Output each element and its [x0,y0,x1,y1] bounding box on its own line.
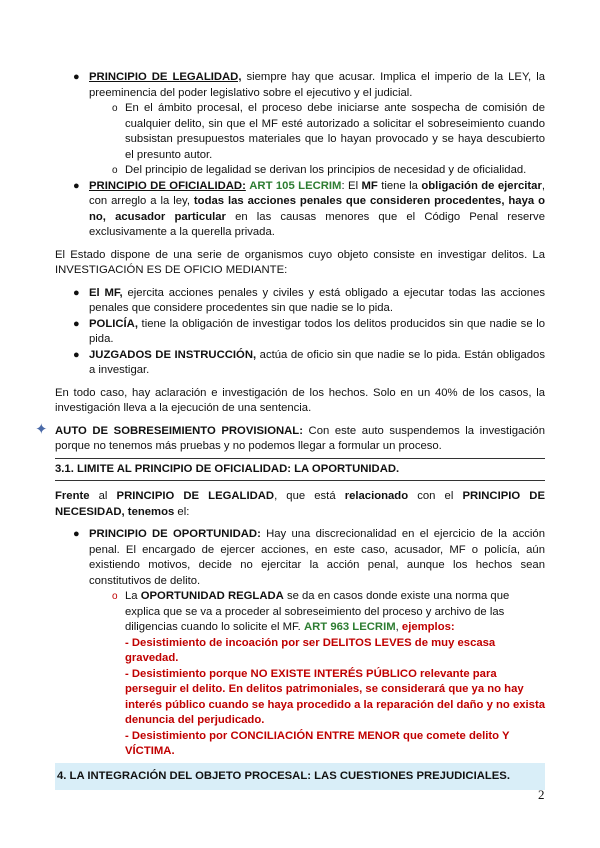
text-run: , con arreglo a la ley, [89,179,545,207]
org-label: JUZGADOS DE INSTRUCCIÓN, [89,348,257,361]
art-105-lecrim: ART 105 LECRIM [249,179,342,192]
paragraph-todo-caso: En todo caso, hay aclaración e investigación de los hechos. Solo en un 40% de los casos, la investigación lleva a la ejecución de una sentencia. [55,386,545,414]
principio-oficialidad-title: PRINCIPIO DE OFICIALIDAD: [89,179,246,192]
document-page [35,70,546,790]
text-run: en las causas menores que el Código Penal reserve exclusivamente a la querella privada. [89,210,545,238]
legalidad-sub-1: En el ámbito procesal, el proceso debe iniciarse ante sospecha de comisión de cualquier delito, sin que el MF esté autorizado a solicitar el sobreseimiento cuando subsistan presupuestos materiales que lo hayan provocado y se haya descubierto el presunto autor. [125,102,545,161]
text-run: se da en casos donde existe una norma que explica que se va a proceder al sobreseimiento del proceso y archivo de las diligencias cuando lo solicite el MF. [125,590,510,633]
text-run: PRINCIPIO DE NECESIDAD, tenemos [55,490,545,518]
organismos-list [55,286,545,379]
list-item [55,348,545,379]
bullet-icon: ● [73,528,80,540]
org-label: El MF, [89,286,123,299]
bullet-icon: ● [73,286,80,299]
circle-bullet-icon: o [112,591,118,602]
list-item [55,286,545,317]
text-run: Frente [55,490,90,502]
text-run: , que está [274,490,345,502]
circle-bullet-icon: o [112,165,118,176]
org-text: tiene la obligación de investigar todos los delitos producidos sin que nadie se lo pida. [89,317,545,345]
list-item [55,179,545,241]
auto-text: Con este auto suspendemos la investigación porque no tenemos más pruebas y no podemos llegar a formular un proceso. [55,424,545,452]
text-run: ejemplos: [401,621,455,633]
text-run: La [125,590,141,602]
auto-label: AUTO DE SOBRESEIMIENTO PROVISIONAL: [55,424,303,437]
org-text: actúa de oficio sin que nadie se lo pida. Están obligados a investigar. [89,348,545,376]
list-item [55,589,545,760]
text-run: todas las acciones penales que consideren procedentes, haya o no, acusador particular [89,195,546,223]
paragraph-organismos: El Estado dispone de una serie de organismos cuyo objeto consiste en investigar delitos. La INVESTIGACIÓN ES DE OFICIO MEDIANTE: [55,248,545,276]
legalidad-sub-2: Del principio de legalidad se derivan los principios de necesidad y de oficialidad. [125,164,527,176]
bullet-icon: ● [73,179,80,192]
text-run: el: [174,505,190,518]
page-number: 2 [538,787,545,802]
text-run: al [89,490,117,502]
text-run: OPORTUNIDAD REGLADA [140,590,284,602]
paragraph-frente [55,489,545,520]
text-run: MF [361,179,378,192]
ejemplo-2: - Desistimiento porque NO EXISTE INTERÉS PÚBLICO relevante para perseguir el delito. En delitos patrimoniales, se considerará que ya no hay interés público cuando se haya procedido a la reparación del daño y no exista denuncia del perjudicado. [125,667,545,726]
text-run: obligación de ejercitar [421,179,542,192]
list-item [55,163,545,179]
list-item [55,317,545,348]
heading-4-banner: 4. LA INTEGRACIÓN DEL OBJETO PROCESAL: LAS CUESTIONES PREJUDICIALES. [55,763,545,791]
oportunidad-list [55,527,545,760]
divider [55,458,545,459]
principio-legalidad-text: siempre hay que acusar. Implica el imperio de la LEY, la preeminencia del poder legislativo sobre el ejecutivo y el judicial. [89,71,545,99]
org-text: ejercita acciones penales y civiles y está obligado a ejecutar todas las acciones penales que considere procedentes sin que nadie se lo pida. [89,286,546,314]
ejemplo-1: - Desistimiento de incoación por ser DELITOS LEVES de muy escasa gravedad. [125,636,496,664]
text-run: relacionado [344,490,409,502]
bullet-icon: ● [73,71,80,83]
org-label: POLICÍA, [89,317,138,330]
art-963-lecrim: ART 963 LECRIM [303,621,396,633]
heading-3-1: 3.1. LIMITE AL PRINCIPIO DE OFICIALIDAD: LA OPORTUNIDAD. [55,462,400,475]
sparkle-icon: ✦ [35,420,48,438]
list-item [55,527,545,589]
text-run: , [395,621,402,633]
auto-sobreseimiento [35,420,545,455]
list-item [55,101,545,163]
text-run: : El [341,179,362,192]
principio-oportunidad-title: PRINCIPIO DE OPORTUNIDAD: [89,528,261,540]
principio-legalidad-title: PRINCIPIO DE LEGALIDAD, [89,71,242,83]
text-run: PRINCIPIO DE LEGALIDAD [116,490,275,502]
text-run: con el [408,490,463,502]
circle-bullet-icon: o [112,103,118,114]
ejemplo-3: - Desistimiento por CONCILIACIÓN ENTRE MENOR que comete delito Y VÍCTIMA. [125,729,510,757]
bullet-icon: ● [73,317,80,330]
legalidad-list [55,70,545,241]
bullet-icon: ● [73,348,80,361]
text-run: tiene la [377,179,422,192]
principio-oportunidad-text: Hay una discrecionalidad en el ejercicio de la acción penal. El encargado de ejercer acciones, en este caso, acusador, MF o policía, aún existiendo motivos, decide no ejercitar la acción penal, aunque los hechos sean constitutivos de delito. [89,528,545,587]
divider [55,480,545,481]
list-item [55,70,545,101]
